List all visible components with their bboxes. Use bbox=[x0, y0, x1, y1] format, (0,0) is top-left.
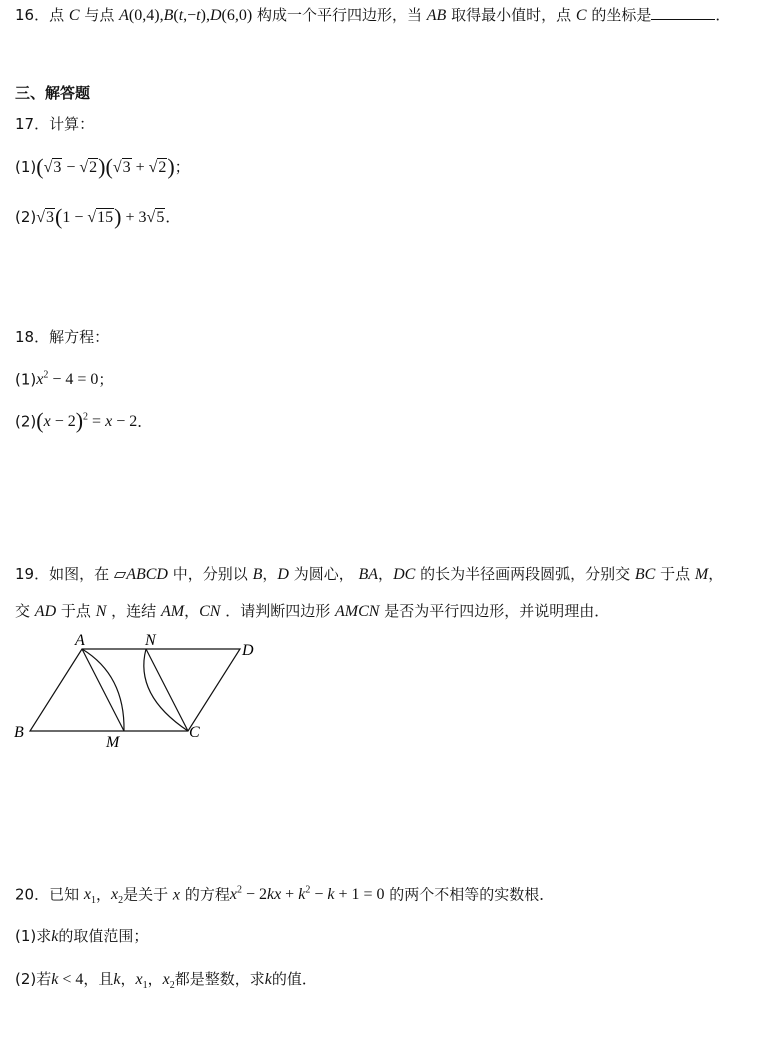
label-m: M bbox=[106, 734, 120, 751]
q20-part2: (2)若k < 4，且k，$x_1$，$x_2$都是整数，求k的值． bbox=[15, 970, 317, 992]
answer-blank[interactable] bbox=[651, 5, 715, 20]
q19-line1: 19．如图，在 ▱ABCD 中，分别以 B，D 为圆心， BA，DC 的长为半径画两段圆弧，分别交 BC 于点 M， bbox=[15, 565, 724, 583]
q17-part1: (1)(√3 − √2)(√3 + √2)； bbox=[15, 154, 190, 179]
math-expression-2: √3(1 − √15) + 3√5 bbox=[36, 204, 165, 229]
parallelogram-symbol: ▱ABCD bbox=[113, 566, 168, 583]
q20-line1: 20．已知 $x_1$，$x_2$是关于 x 的方程$x^2 - 2kx + k^2 - k + 1 = 0$ 的两个不相等的实数根． bbox=[15, 885, 555, 907]
question-16: 16．点 C 与点 A(0,4),B(t,−t),D(6,0) 构成一个平行四边形，当 AB 取得最小值时，点 C 的坐标是 ． bbox=[15, 6, 731, 24]
parallelogram-abcd bbox=[30, 649, 240, 731]
label-c: C bbox=[189, 724, 200, 741]
math-point-c: C bbox=[68, 7, 80, 24]
math-equation-1: $x^2 - 4 = 0$ bbox=[36, 370, 99, 389]
math-equation-q20: $x^2 - 2kx + k^2 - k + 1 = 0$ bbox=[229, 885, 385, 904]
math-expression-1: (√3 − √2)(√3 + √2) bbox=[36, 154, 175, 179]
label-b: B bbox=[14, 724, 24, 741]
geometry-figure bbox=[0, 625, 300, 755]
q16-number: 16． bbox=[15, 6, 50, 24]
math-points: A(0,4),B(t,−t),D(6,0) bbox=[119, 7, 253, 24]
math-equation-2: $(x - 2)^2 = x - 2$ bbox=[36, 408, 138, 434]
q20-part1: (1)求k的取值范围； bbox=[15, 927, 149, 945]
segment-cn bbox=[146, 649, 188, 731]
q19-line2: 交 AD 于点 N ，连结 AM，CN ．请判断四边形 AMCN 是否为平行四边形，并说明理由． bbox=[15, 602, 610, 620]
section-title: 三、解答题 bbox=[15, 84, 91, 102]
label-n: N bbox=[145, 632, 156, 649]
q18-part2: $(2)(x - 2)^2 = x - 2$． bbox=[15, 408, 153, 434]
label-a: A bbox=[75, 632, 85, 649]
q18-heading: 18．解方程： bbox=[15, 328, 110, 346]
q17-part2: (2)√3(1 − √15) + 3√5． bbox=[15, 204, 181, 229]
q17-heading: 17．计算： bbox=[15, 115, 95, 133]
q18-part1: $(1)x^2 - 4 = 0$； bbox=[15, 370, 114, 389]
label-d: D bbox=[242, 642, 254, 659]
